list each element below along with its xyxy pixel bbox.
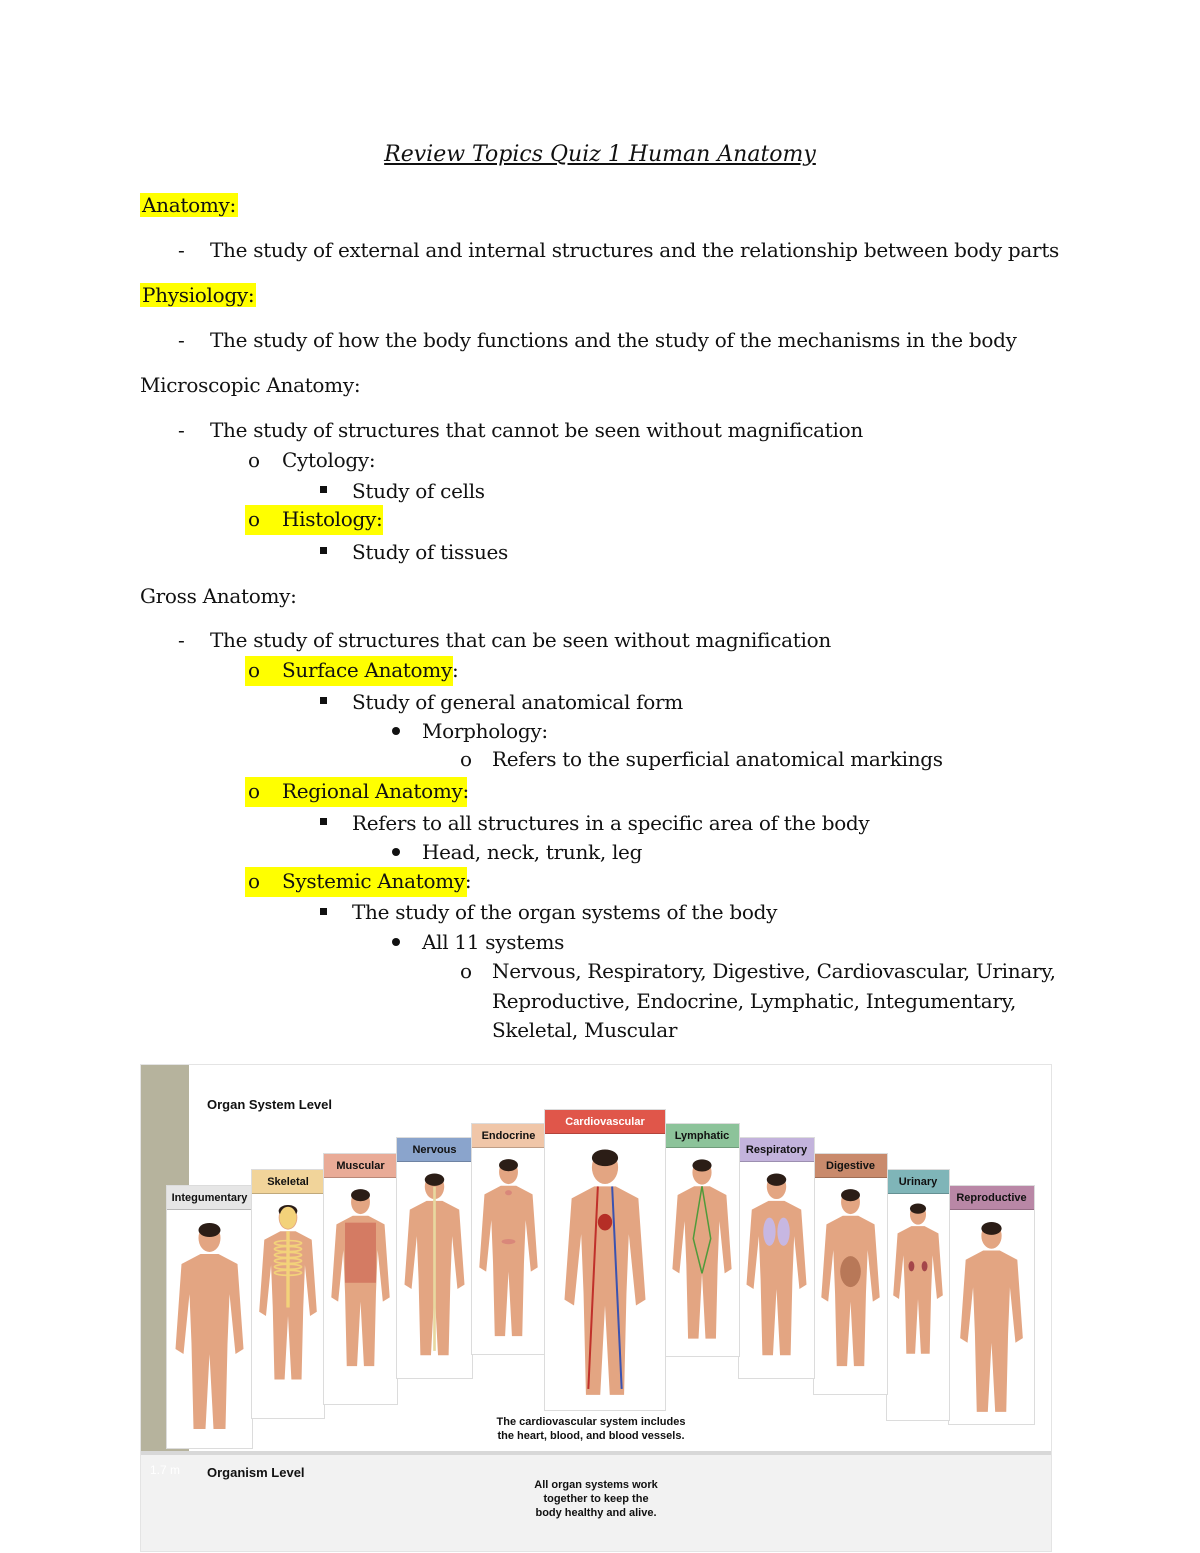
- system-label: Skeletal: [252, 1170, 324, 1194]
- dash-bullet: -: [178, 328, 185, 352]
- organ-systems-figure: [140, 1064, 1052, 1552]
- circle-bullet: o: [248, 448, 261, 472]
- system-label: Nervous: [397, 1138, 472, 1162]
- system-label: Respiratory: [739, 1138, 814, 1162]
- systems-count: All 11 systems: [422, 930, 565, 954]
- system-label: Reproductive: [949, 1186, 1034, 1210]
- systemic-anatomy-term: Systemic Anatomy:: [282, 869, 472, 893]
- microscopic-anatomy-definition: The study of structures that cannot be seen without magnification: [210, 418, 863, 442]
- circle-bullet: o: [460, 747, 473, 771]
- dash-bullet: -: [178, 238, 185, 262]
- organism-caption: [471, 1478, 721, 1520]
- regional-examples: Head, neck, trunk, leg: [422, 840, 643, 864]
- dot-bullet: [392, 938, 400, 946]
- square-bullet: [320, 697, 327, 704]
- system-panel-nervous: [396, 1137, 473, 1379]
- cytology-detail: Study of cells: [352, 479, 485, 503]
- organism-caption-line-3: body healthy and alive.: [535, 1507, 657, 1519]
- anatomy-term-highlight: Anatomy:: [142, 193, 236, 217]
- body-illustration: [252, 1194, 324, 1416]
- system-label: Integumentary: [167, 1186, 252, 1210]
- systems-list-line-3: Skeletal, Muscular: [492, 1018, 678, 1042]
- circle-bullet: o: [248, 779, 261, 803]
- system-panel-digestive: [813, 1153, 888, 1395]
- system-label: Muscular: [324, 1154, 397, 1178]
- cardio-caption-line-2: the heart, blood, and blood vessels.: [497, 1430, 685, 1442]
- body-illustration: [949, 1210, 1034, 1422]
- scale-label: 1.7 m: [150, 1463, 181, 1477]
- page-title: Review Topics Quiz 1 Human Anatomy: [384, 142, 816, 167]
- organism-level-heading: Organism Level: [207, 1465, 305, 1480]
- square-bullet: [320, 908, 327, 915]
- systems-list-line-2: Reproductive, Endocrine, Lymphatic, Integumentary,: [492, 989, 1017, 1013]
- square-bullet: [320, 486, 327, 493]
- anatomy-definition: The study of external and internal structures and the relationship between body parts: [210, 238, 1060, 262]
- histology-detail: Study of tissues: [352, 540, 509, 564]
- organism-caption-line-2: together to keep the: [543, 1493, 649, 1505]
- physiology-term: [140, 281, 256, 309]
- circle-bullet: o: [248, 658, 261, 682]
- body-illustration: [887, 1194, 949, 1418]
- cardio-caption-line-1: The cardiovascular system includes: [496, 1416, 686, 1428]
- system-panel-muscular: [323, 1153, 398, 1405]
- cardio-caption: [441, 1415, 741, 1443]
- dot-bullet: [392, 727, 400, 735]
- body-illustration: [324, 1178, 397, 1402]
- system-label: Urinary: [887, 1170, 949, 1194]
- morphology-term: Morphology:: [422, 719, 548, 743]
- square-bullet: [320, 818, 327, 825]
- circle-bullet: o: [248, 507, 261, 531]
- system-panel-urinary: [886, 1169, 950, 1421]
- cytology-term: Cytology:: [282, 448, 376, 472]
- system-label: Lymphatic: [665, 1124, 739, 1148]
- organ-system-level-heading: Organ System Level: [207, 1097, 332, 1112]
- organism-caption-line-1: All organ systems work: [534, 1479, 658, 1491]
- system-panel-integumentary: [166, 1185, 253, 1449]
- system-panel-respiratory: [738, 1137, 815, 1379]
- dot-bullet: [392, 848, 400, 856]
- systems-list-line-1: Nervous, Respiratory, Digestive, Cardiovascular, Urinary,: [492, 959, 1056, 983]
- regional-anatomy-term: Regional Anatomy:: [282, 779, 469, 803]
- body-illustration: [665, 1148, 739, 1354]
- system-panel-endocrine: [471, 1123, 546, 1355]
- microscopic-anatomy-term: Microscopic Anatomy:: [140, 373, 361, 397]
- morphology-detail: Refers to the superficial anatomical markings: [492, 747, 943, 771]
- system-panel-lymphatic: [664, 1123, 740, 1357]
- body-illustration: [472, 1148, 545, 1352]
- body-illustration: [397, 1162, 472, 1376]
- circle-bullet: o: [460, 959, 473, 983]
- body-illustration: [167, 1210, 252, 1446]
- square-bullet: [320, 547, 327, 554]
- dash-bullet: -: [178, 418, 185, 442]
- system-panel-skeletal: [251, 1169, 325, 1419]
- system-panel-reproductive: [948, 1185, 1035, 1425]
- physiology-term-highlight: Physiology:: [142, 283, 255, 307]
- dash-bullet: -: [178, 628, 185, 652]
- system-label: Digestive: [814, 1154, 887, 1178]
- system-label: Cardiovascular: [545, 1110, 665, 1134]
- gross-anatomy-definition: The study of structures that can be seen without magnification: [210, 628, 831, 652]
- body-illustration: [814, 1178, 887, 1392]
- surface-anatomy-term: Surface Anatomy:: [282, 658, 459, 682]
- histology-term: Histology:: [282, 507, 383, 531]
- body-illustration: [545, 1134, 665, 1408]
- surface-anatomy-detail: Study of general anatomical form: [352, 690, 683, 714]
- systemic-anatomy-detail: The study of the organ systems of the body: [352, 900, 778, 924]
- anatomy-term: [140, 191, 238, 219]
- system-label: Endocrine: [472, 1124, 545, 1148]
- regional-anatomy-detail: Refers to all structures in a specific area of the body: [352, 811, 870, 835]
- circle-bullet: o: [248, 869, 261, 893]
- physiology-definition: The study of how the body functions and the study of the mechanisms in the body: [210, 328, 1017, 352]
- gross-anatomy-term: Gross Anatomy:: [140, 584, 297, 608]
- system-panel-cardiovascular: [544, 1109, 666, 1411]
- body-illustration: [739, 1162, 814, 1376]
